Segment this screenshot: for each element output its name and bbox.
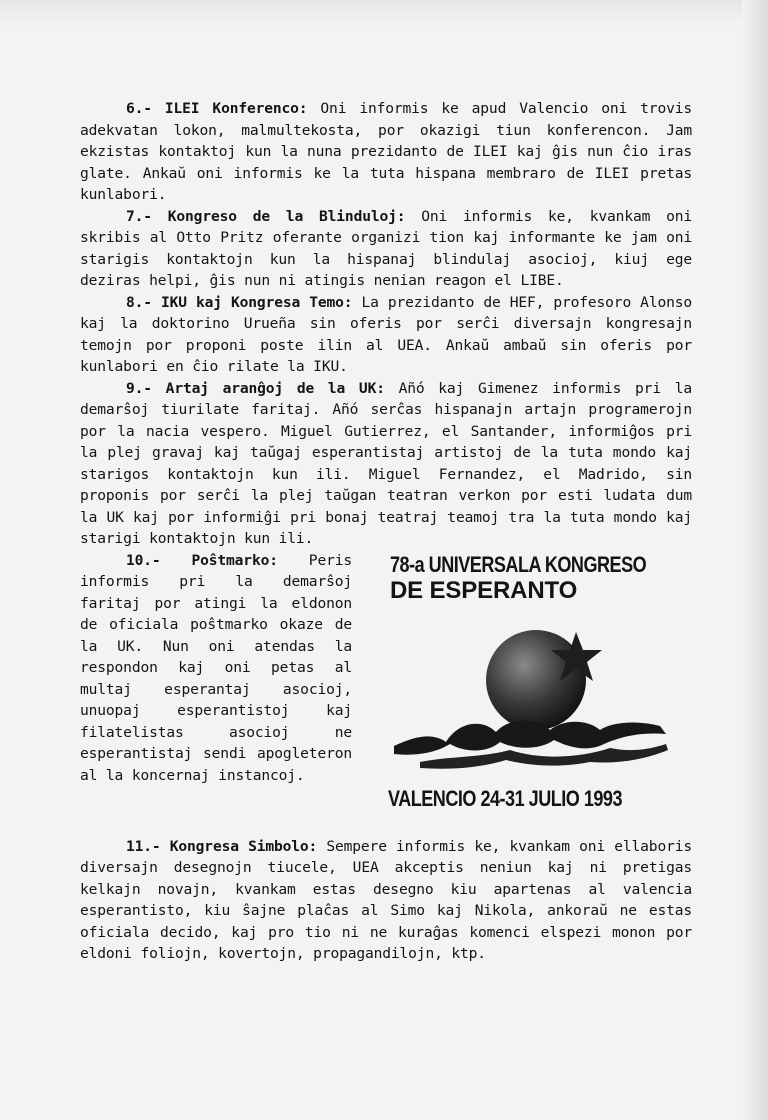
- section-10-paragraph: [80, 550, 352, 787]
- section-11-heading: 11.- Kongresa Simbolo:: [126, 837, 318, 855]
- poster-date-line: VALENCIO 24-31 JULIO 1993: [388, 785, 623, 811]
- section-9-paragraph: [80, 378, 692, 550]
- section-8-body: La prezidanto de HEF, profesoro Alonso kaj la doktorino Urueña sin oferis por serĉi diversajn kongresajn temojn por proponi poste ilin al UEA. Ankaŭ ambaŭ sin oferis por kunlabori en ĉio rilate la IKU.: [80, 293, 693, 375]
- section-9-heading: 9.- Artaj aranĝoj de la UK:: [126, 379, 385, 397]
- section-6-heading: 6.- ILEI Konferenco:: [126, 100, 308, 117]
- section-11-body: Sempere informis ke, kvankam oni ellaboris diversajn desegnojn tiucele, UEA akceptis neniun kaj ni pretigas kelkajn novajn, kvankam estas desegno kiu apartenas al valencia esperantisto, kiu ŝajne plaĉas al Simo kaj Nikola, ankoraŭ ne estas oficiala decido, kaj pro tio ni ne kuraĝas komenci elspezi monon por eldoni foliojn, kovertojn, propagandilojn, ktp.: [80, 837, 692, 962]
- section-11-paragraph: [80, 836, 692, 965]
- scan-edge-right: [742, 0, 768, 1120]
- poster-title-line: 78-a UNIVERSALA KONGRESO: [390, 551, 647, 577]
- section-6-paragraph: [80, 98, 692, 206]
- section-9-body: Añó kaj Gimenez informis pri la demarŝoj tiurilate faritaj. Añó serĉas hispanajn artajn programerojn por la nacia vespero. Miguel Gutierrez, el Santander, informiĝos pri la plej gravaj kaj taŭgaj esperantistaj artistoj de la tuta mondo kaj starigos kontaktojn kun ili. Miguel Fernandez, el Madrido, sin proponis por serĉi la plej taŭgan teatran verkon por esti ludata dum la UK kaj por informiĝi pri bonaj teatraj teamoj tra la tuta mondo kaj starigi kontaktojn kun ili.: [80, 379, 692, 547]
- section-7-body: Oni informis ke, kvankam oni skribis al Otto Pritz oferante organizi tion kaj informante ke jam oni starigis kontaktojn kun la hispanaj blindulaj asocioj, kiuj ege deziras helpi, ĝis nun ni atingis nenian reagon el LIBE.: [80, 207, 693, 289]
- section-10-body: Peris informis pri la demarŝoj faritaj por atingi la eldonon de oficiala poŝtmarko okaze de la UK. Nun oni atendas la respondon kaj oni petas al multaj esperantaj asocioj, unuopaj esperantistoj kaj filatelistas asocioj ne esperantistaj sendi apogleteron al la koncernaj instancoj.: [80, 551, 352, 784]
- document-page: [80, 98, 692, 965]
- section-7-heading: 7.- Kongreso de la Blinduloj:: [126, 207, 406, 225]
- section-8-heading: 8.- IKU kaj Kongresa Temo:: [126, 293, 353, 311]
- section-6-body: Oni informis ke apud Valencio oni trovis adekvatan lokon, malmultekosta, por okazigi tiun konferencon. Jam ekzistas kontaktoj kun la nuna prezidanto de ILEI kaj ĝis nun ĉio iras glate. Ankaŭ oni informis ke la tuta hispana membraro de ILEI pretas kunlabori.: [80, 100, 692, 203]
- orange-fruit-icon: [486, 630, 586, 730]
- wave-stroke-1: [394, 720, 666, 754]
- wave-stroke-2: [420, 744, 668, 769]
- section-7-paragraph: [80, 206, 692, 292]
- poster-subtitle-line: DE ESPERANTO: [390, 576, 578, 604]
- section-10-with-poster: [80, 550, 692, 836]
- section-8-paragraph: [80, 292, 692, 378]
- section-10-heading: 10.- Poŝtmarko:: [126, 551, 278, 569]
- scan-edge-top: [0, 0, 768, 26]
- congress-logo: [390, 622, 672, 782]
- congress-poster: [386, 550, 676, 836]
